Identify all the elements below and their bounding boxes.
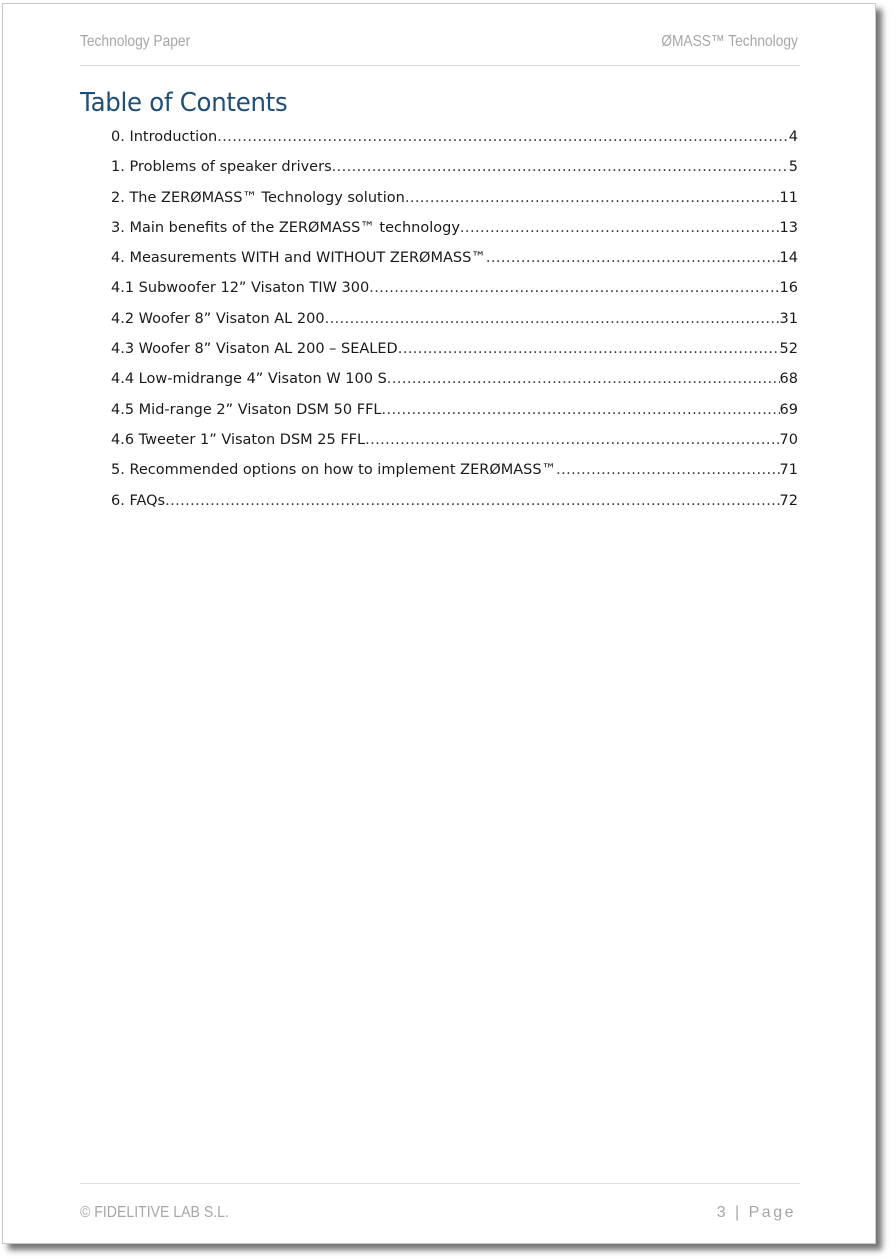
toc-dot-leader <box>165 493 779 509</box>
toc-entry-label[interactable]: 4.2 Woofer 8” Visaton AL 200 <box>111 310 325 327</box>
toc-list <box>111 129 798 523</box>
toc-entry-page-number[interactable]: 16 <box>779 280 798 297</box>
toc-dot-leader <box>332 159 789 175</box>
footer-copyright: © FIDELITIVE LAB S.L. <box>80 1204 229 1221</box>
toc-entry[interactable] <box>111 159 798 189</box>
toc-entry-label[interactable]: 4. Measurements WITH and WITHOUT ZERØMASS™ <box>111 250 486 267</box>
toc-entry-label[interactable]: 4.6 Tweeter 1” Visaton DSM 25 FFL <box>111 431 366 448</box>
toc-entry[interactable] <box>111 129 798 159</box>
toc-dot-leader <box>217 129 789 145</box>
toc-entry-page-number[interactable]: 68 <box>779 371 798 388</box>
toc-dot-leader <box>382 402 780 418</box>
toc-dot-leader <box>369 280 779 296</box>
toc-entry-page-number[interactable]: 5 <box>788 159 798 176</box>
toc-entry[interactable] <box>111 493 798 523</box>
toc-entry[interactable] <box>111 432 798 462</box>
toc-entry[interactable] <box>111 341 798 371</box>
toc-entry-label[interactable]: 4.5 Mid-range 2” Visaton DSM 50 FFL <box>111 401 382 418</box>
toc-entry-label[interactable]: 6. FAQs <box>111 492 166 509</box>
toc-entry-page-number[interactable]: 71 <box>779 462 798 479</box>
toc-entry-page-number[interactable]: 14 <box>779 250 798 267</box>
toc-entry-label[interactable]: 4.4 Low-midrange 4” Visaton W 100 S <box>111 371 387 388</box>
toc-dot-leader <box>486 250 780 266</box>
toc-dot-leader <box>405 190 780 206</box>
toc-entry-page-number[interactable]: 13 <box>779 219 798 236</box>
toc-entry[interactable] <box>111 371 798 401</box>
toc-dot-leader <box>398 341 780 357</box>
toc-entry-page-number[interactable]: 72 <box>779 492 798 509</box>
toc-entry-label[interactable]: 4.1 Subwoofer 12” Visaton TIW 300 <box>111 280 370 297</box>
toc-entry-page-number[interactable]: 11 <box>779 189 798 206</box>
toc-dot-leader <box>556 462 779 478</box>
header-divider <box>80 65 800 66</box>
toc-dot-leader <box>460 220 780 236</box>
toc-entry[interactable] <box>111 190 798 220</box>
footer-page-number: 3 | Page <box>716 1204 796 1221</box>
toc-entry[interactable] <box>111 402 798 432</box>
toc-dot-leader <box>325 311 780 327</box>
toc-title: Table of Contents <box>80 88 288 118</box>
toc-entry-label[interactable]: 2. The ZERØMASS™ Technology solution <box>111 189 405 206</box>
header-right-text: ØMASS™ Technology <box>661 33 798 50</box>
toc-entry-label[interactable]: 3. Main benefits of the ZERØMASS™ technology <box>111 219 460 236</box>
toc-dot-leader <box>387 371 780 387</box>
toc-entry-label[interactable]: 0. Introduction <box>111 129 218 145</box>
toc-dot-leader <box>365 432 779 448</box>
toc-entry[interactable] <box>111 462 798 492</box>
toc-entry[interactable] <box>111 311 798 341</box>
toc-entry-label[interactable]: 4.3 Woofer 8” Visaton AL 200 – SEALED <box>111 341 398 358</box>
document-page <box>2 3 876 1244</box>
toc-entry-label[interactable]: 1. Problems of speaker drivers <box>111 159 332 176</box>
toc-entry-label[interactable]: 5. Recommended options on how to implement ZERØMASS™ <box>111 462 557 479</box>
toc-entry-page-number[interactable]: 31 <box>779 310 798 327</box>
toc-entry[interactable] <box>111 280 798 310</box>
toc-entry-page-number[interactable]: 52 <box>779 341 798 358</box>
toc-entry[interactable] <box>111 220 798 250</box>
toc-entry-page-number[interactable]: 69 <box>779 401 798 418</box>
footer-divider <box>80 1183 800 1184</box>
header-left-text: Technology Paper <box>80 33 191 50</box>
toc-entry-page-number[interactable]: 70 <box>779 431 798 448</box>
toc-entry-page-number[interactable]: 4 <box>788 129 798 145</box>
toc-entry[interactable] <box>111 250 798 280</box>
